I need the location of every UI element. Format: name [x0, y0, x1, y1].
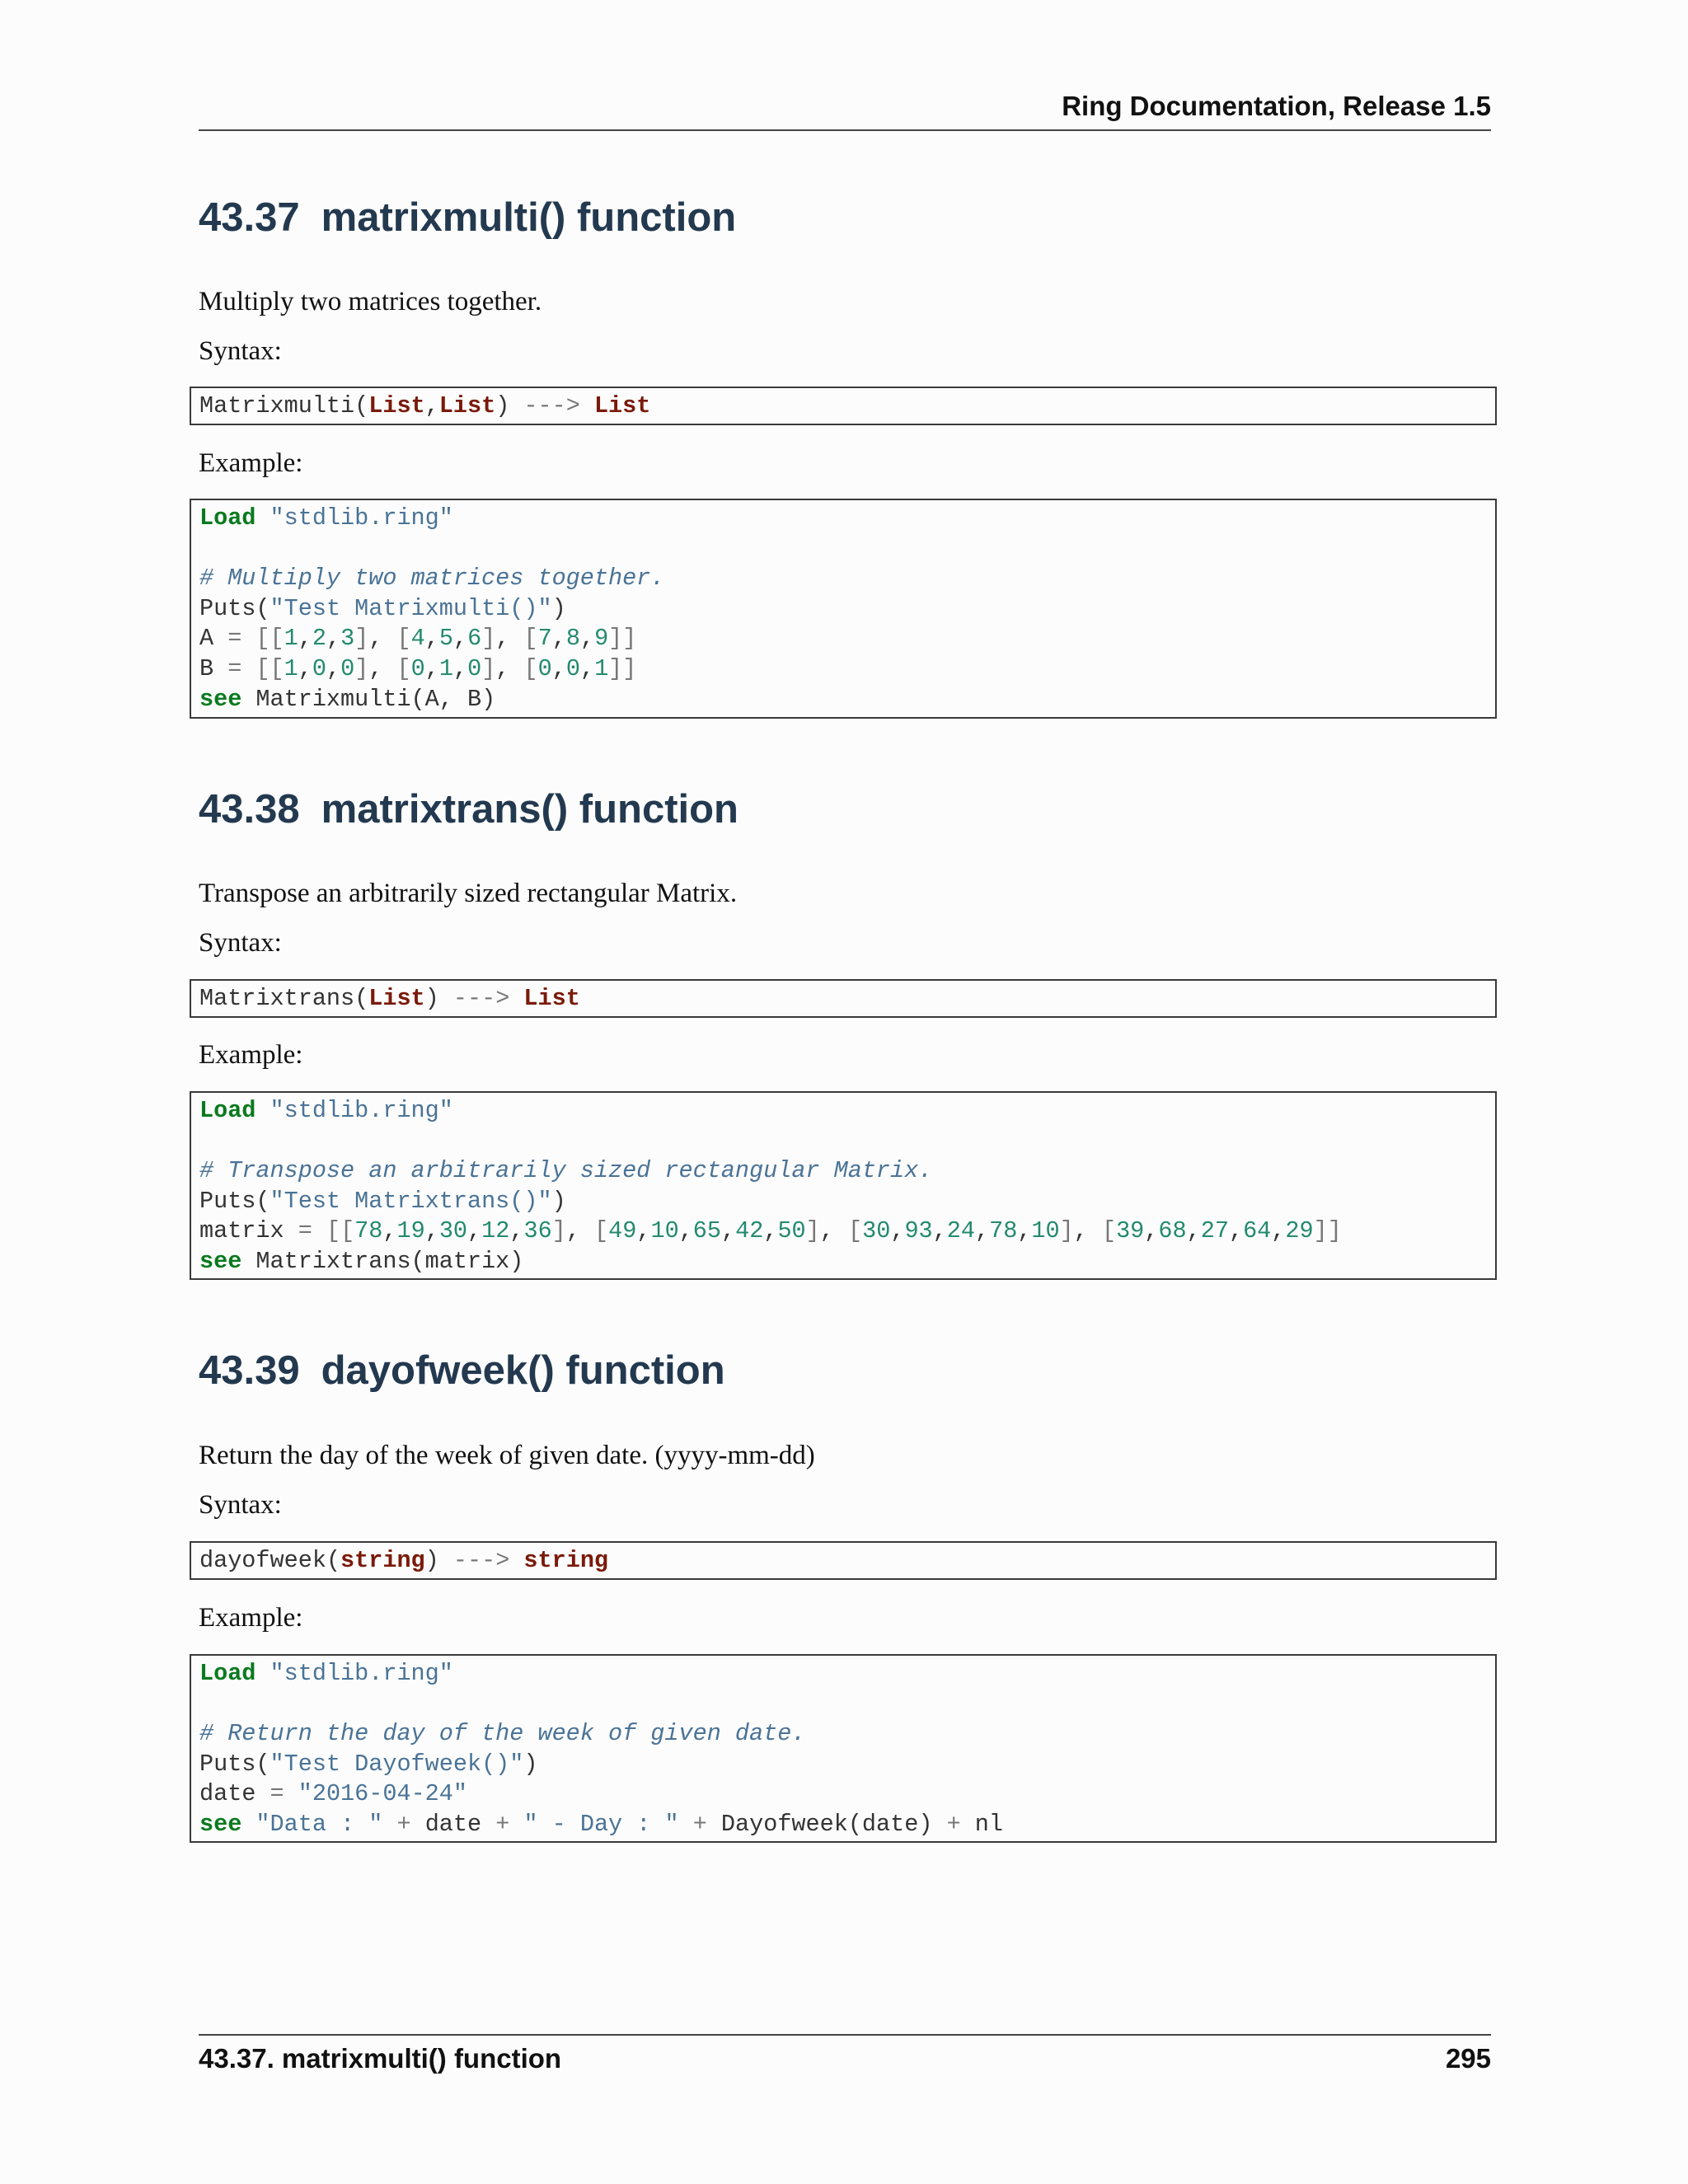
code-token: ,	[298, 625, 312, 653]
code-operator: =	[298, 1217, 312, 1245]
code-line: see Matrixmulti(A, B)	[199, 685, 496, 713]
code-token: ,	[495, 625, 524, 653]
code-line-blank	[199, 534, 1495, 565]
code-token: ,	[424, 654, 439, 682]
code-token: ,	[1144, 1217, 1159, 1245]
code-operator: ]	[622, 625, 637, 653]
code-token: ,	[551, 654, 566, 682]
number-literal: 7	[537, 625, 552, 653]
code-token: ,	[636, 1217, 651, 1245]
code-operator: ]	[481, 654, 496, 682]
section-number: 43.37	[199, 195, 300, 240]
number-literal: 78	[989, 1217, 1018, 1245]
code-operator: [	[256, 654, 270, 682]
number-literal: 64	[1243, 1217, 1272, 1245]
number-literal: 1	[284, 625, 298, 653]
section-heading-matrixmulti	[199, 194, 736, 241]
code-operator: [	[256, 625, 270, 653]
number-literal: 49	[608, 1217, 637, 1245]
example-code-block	[190, 1654, 1497, 1843]
code-operator: [	[594, 1217, 609, 1245]
number-literal: 42	[735, 1217, 764, 1245]
syntax-label: Syntax:	[199, 336, 282, 366]
code-line: Puts("Test Matrixtrans()")	[199, 1187, 566, 1215]
code-line: date = "2016-04-24"	[199, 1780, 467, 1808]
code-comment: # Transpose an arbitrarily sized rectangular Matrix.	[199, 1157, 933, 1185]
number-literal: 0	[537, 654, 552, 682]
code-token: ,	[551, 625, 566, 653]
code-token: ,	[579, 625, 595, 653]
code-token: ,	[565, 1217, 595, 1245]
section-heading-dayofweek	[199, 1347, 725, 1394]
code-line: Load "stdlib.ring"	[199, 1097, 453, 1124]
code-token: ,	[579, 654, 595, 682]
number-literal: 93	[904, 1217, 933, 1245]
syntax-line: Matrixtrans(List) ---> List	[199, 985, 580, 1012]
number-literal: 30	[438, 1217, 468, 1245]
code-operator: [	[270, 625, 284, 653]
code-token: ,	[1017, 1217, 1032, 1245]
section-title-text: dayofweek() function	[321, 1348, 725, 1393]
code-operator: [	[340, 1217, 355, 1245]
code-line: see Matrixtrans(matrix)	[199, 1247, 524, 1275]
code-token: ,	[467, 1217, 482, 1245]
code-operator: =	[227, 625, 242, 653]
code-line	[199, 1216, 1495, 1247]
example-label: Example:	[199, 1040, 303, 1070]
running-header: Ring Documentation, Release 1.5	[1062, 91, 1491, 121]
code-operator: ]	[608, 654, 623, 682]
code-comment: # Multiply two matrices together.	[199, 565, 665, 593]
code-operator: ]	[622, 654, 637, 682]
syntax-label: Syntax:	[199, 1490, 282, 1520]
number-literal: 2	[312, 625, 326, 653]
number-literal: 30	[862, 1217, 891, 1245]
code-token	[312, 1217, 326, 1244]
code-token: B	[199, 654, 228, 682]
code-token: ,	[890, 1217, 905, 1245]
syntax-line: dayofweek(string) ---> string	[199, 1547, 609, 1574]
code-token: ,	[1271, 1217, 1286, 1245]
code-token: ,	[452, 625, 468, 653]
section-description: Multiply two matrices together.	[199, 287, 542, 316]
code-token: ,	[326, 625, 341, 653]
code-token: ,	[974, 1217, 990, 1245]
number-literal: 4	[410, 625, 425, 653]
code-operator: [	[270, 654, 284, 682]
number-literal: 27	[1200, 1217, 1229, 1245]
code-token: ,	[763, 1217, 778, 1245]
number-literal: 78	[354, 1217, 383, 1245]
code-line	[199, 624, 1495, 654]
section-number: 43.38	[199, 787, 300, 832]
code-operator: ]	[1327, 1217, 1342, 1245]
number-literal: 3	[340, 625, 355, 653]
code-operator: ]	[354, 625, 369, 653]
code-line: Load "stdlib.ring"	[199, 504, 453, 532]
syntax-block	[190, 387, 1497, 425]
section-title-text: matrixmulti() function	[321, 195, 737, 240]
section-title-text: matrixtrans() function	[321, 787, 738, 832]
code-operator: ]	[354, 654, 369, 682]
number-literal: 24	[946, 1217, 975, 1245]
code-token: A	[199, 625, 228, 653]
code-operator: ]	[481, 625, 496, 653]
number-literal: 39	[1116, 1217, 1145, 1245]
footer-section-title: 43.37. matrixmulti() function	[199, 2043, 562, 2074]
code-token: ,	[495, 654, 524, 682]
code-operator: [	[523, 654, 538, 682]
section-description: Return the day of the week of given date. (yyyy-mm-dd)	[199, 1441, 815, 1470]
code-token: ,	[819, 1217, 848, 1245]
code-token: ,	[932, 1217, 947, 1245]
syntax-line: Matrixmulti(List,List) ---> List	[199, 392, 651, 419]
number-literal: 0	[340, 654, 355, 682]
code-token: ,	[452, 654, 468, 682]
number-literal: 10	[1031, 1217, 1060, 1245]
number-literal: 19	[396, 1217, 425, 1245]
number-literal: 8	[565, 625, 580, 653]
number-literal: 0	[312, 654, 326, 682]
number-literal: 29	[1285, 1217, 1314, 1245]
code-operator: =	[227, 654, 242, 682]
code-line-blank	[199, 1690, 1495, 1720]
code-line: Puts("Test Dayofweek()")	[199, 1750, 538, 1778]
code-token: ,	[678, 1217, 693, 1245]
number-literal: 12	[481, 1217, 510, 1245]
code-operator: ]	[608, 625, 623, 653]
code-operator: ]	[1059, 1217, 1074, 1245]
code-token: matrix	[199, 1217, 298, 1245]
code-token: ,	[721, 1217, 736, 1245]
example-code-block	[190, 1091, 1497, 1280]
number-literal: 0	[467, 654, 482, 682]
number-literal: 68	[1158, 1217, 1187, 1245]
code-token: ,	[368, 625, 397, 653]
code-line-blank	[199, 1127, 1495, 1157]
code-token: ,	[424, 1217, 439, 1245]
syntax-block	[190, 979, 1497, 1018]
number-literal: 0	[410, 654, 425, 682]
number-literal: 1	[438, 654, 453, 682]
number-literal: 36	[523, 1217, 552, 1245]
number-literal: 10	[650, 1217, 679, 1245]
code-token: ,	[298, 654, 312, 682]
code-line: Puts("Test Matrixmulti()")	[199, 594, 566, 622]
code-line: Load "stdlib.ring"	[199, 1660, 453, 1687]
code-token: ,	[382, 1217, 397, 1245]
number-literal: 5	[438, 625, 453, 653]
code-token: ,	[368, 654, 397, 682]
code-line	[199, 654, 1495, 685]
number-literal: 50	[777, 1217, 806, 1245]
syntax-label: Syntax:	[199, 928, 282, 958]
code-comment: # Return the day of the week of given date.	[199, 1720, 806, 1748]
syntax-block	[190, 1541, 1497, 1580]
code-token: ,	[1073, 1217, 1102, 1245]
code-operator: ]	[1313, 1217, 1328, 1245]
code-token: ,	[326, 654, 341, 682]
code-line: see "Data : " + date + " - Day : " + Dayofweek(date) + nl	[199, 1810, 1003, 1838]
code-token: ,	[509, 1217, 524, 1245]
example-code-block	[190, 499, 1497, 719]
code-operator: [	[848, 1217, 863, 1245]
code-operator: [	[396, 654, 411, 682]
code-operator: [	[396, 625, 411, 653]
code-token: ,	[1186, 1217, 1201, 1245]
code-operator: [	[1101, 1217, 1117, 1245]
number-literal: 6	[467, 625, 482, 653]
section-description: Transpose an arbitrarily sized rectangular Matrix.	[199, 879, 738, 908]
number-literal: 1	[284, 654, 298, 682]
header-divider	[199, 129, 1491, 131]
section-heading-matrixtrans	[199, 786, 738, 832]
code-operator: ]	[805, 1217, 820, 1245]
code-operator: [	[523, 625, 538, 653]
section-number: 43.39	[199, 1348, 300, 1393]
example-label: Example:	[199, 448, 303, 478]
code-operator: ]	[551, 1217, 566, 1245]
number-literal: 1	[594, 654, 609, 682]
code-token	[241, 625, 256, 652]
code-token: ,	[1228, 1217, 1244, 1245]
page-number: 295	[1445, 2043, 1491, 2074]
code-operator: [	[326, 1217, 341, 1245]
number-literal: 65	[692, 1217, 722, 1245]
footer-divider	[199, 2034, 1491, 2036]
number-literal: 0	[565, 654, 580, 682]
code-token	[241, 655, 256, 682]
number-literal: 9	[594, 625, 609, 653]
example-label: Example:	[199, 1603, 303, 1633]
code-token: ,	[424, 625, 439, 653]
